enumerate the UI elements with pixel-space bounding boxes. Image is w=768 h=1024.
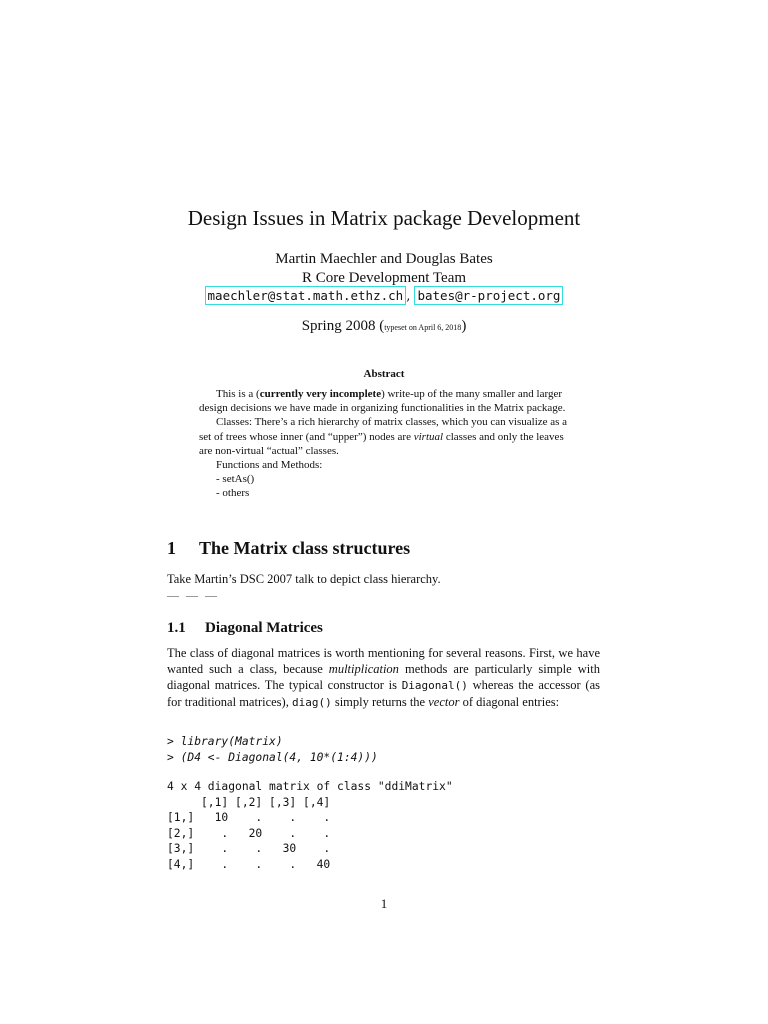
code-output-line: [3,] . . 30 . (167, 842, 331, 855)
abstract-paragraph-1: This is a (currently very incomplete) write-up of the many smaller and larger design decisions we have made in organizing functionalities in the Matrix package. (199, 388, 566, 415)
email-link-maechler[interactable]: maechler@stat.math.ethz.ch (205, 286, 407, 305)
abstract-line-setas: - setAs() (216, 473, 255, 486)
section-1-heading (167, 538, 410, 559)
page-number: 1 (380, 896, 388, 911)
author-affiliation: R Core Development Team (301, 270, 467, 286)
code-input (167, 734, 378, 765)
diag-code: diag() (291, 696, 332, 709)
subsection-1-1-text: The class of diagonal matrices is worth mentioning for several reasons. First, we have wanted such a class, because multiplication methods are particularly simple with diagonal matrices. The typical constructor is Diagonal() whereas the accessor (as for traditional matrices), diag() simply returns the vector of diagonal entries: (167, 646, 600, 709)
subsection-title: Diagonal Matrices (205, 620, 323, 636)
author-emails (0, 288, 768, 304)
subsection-number: 1.1 (167, 620, 186, 636)
code-output-line: [4,] . . . 40 (167, 857, 331, 871)
abstract-body (199, 387, 569, 501)
code-input-line: > (D4 <- Diagonal(4, 10*(1:4))) (167, 750, 378, 764)
virtual-emphasis: virtual (413, 430, 444, 443)
paper-title: Design Issues in Matrix package Development (187, 206, 581, 230)
abstract-paragraph-2: Classes: There’s a rich hierarchy of matrix classes, which you can visualize as a set of trees whose inner (and “upper”) nodes are virtual classes and only the leaves are non-virtual “actual” classes. (199, 416, 568, 457)
abstract-line-functions: Functions and Methods: (216, 459, 323, 472)
code-output (167, 779, 453, 872)
vector-emphasis: vector (428, 695, 460, 709)
subsection-1-1-heading (167, 620, 323, 637)
code-output-line: 4 x 4 diagonal matrix of class "ddiMatrix" (167, 780, 453, 793)
section-title: The Matrix class structures (199, 538, 411, 558)
abstract-emphasis: currently very incomplete (259, 388, 382, 400)
multiplication-emphasis: multiplication (328, 662, 399, 676)
email-link-bates[interactable]: bates@r-project.org (414, 286, 563, 305)
code-output-line: [2,] . 20 . . (167, 826, 331, 840)
section-number: 1 (167, 538, 176, 558)
abstract-line-others: - others (216, 487, 250, 500)
date-main: Spring 2008 (301, 318, 376, 334)
code-input-line: > library(Matrix) (167, 735, 283, 748)
code-output-line: [,1] [,2] [,3] [,4] (167, 795, 331, 809)
paper-date: Spring 2008 (typeset on April 6, 2018) (301, 318, 467, 334)
diagonal-code: Diagonal() (401, 679, 468, 692)
abstract-heading: Abstract (363, 368, 405, 380)
section-1-text: Take Martin’s DSC 2007 talk to depict class hierarchy. (167, 572, 441, 586)
typeset-date: typeset on April 6, 2018 (384, 323, 462, 332)
section-1-dashes: — — — (167, 588, 219, 602)
email-separator: , (406, 289, 411, 304)
author-names: Martin Maechler and Douglas Bates (275, 251, 493, 267)
code-output-line: [1,] 10 . . . (167, 811, 331, 824)
